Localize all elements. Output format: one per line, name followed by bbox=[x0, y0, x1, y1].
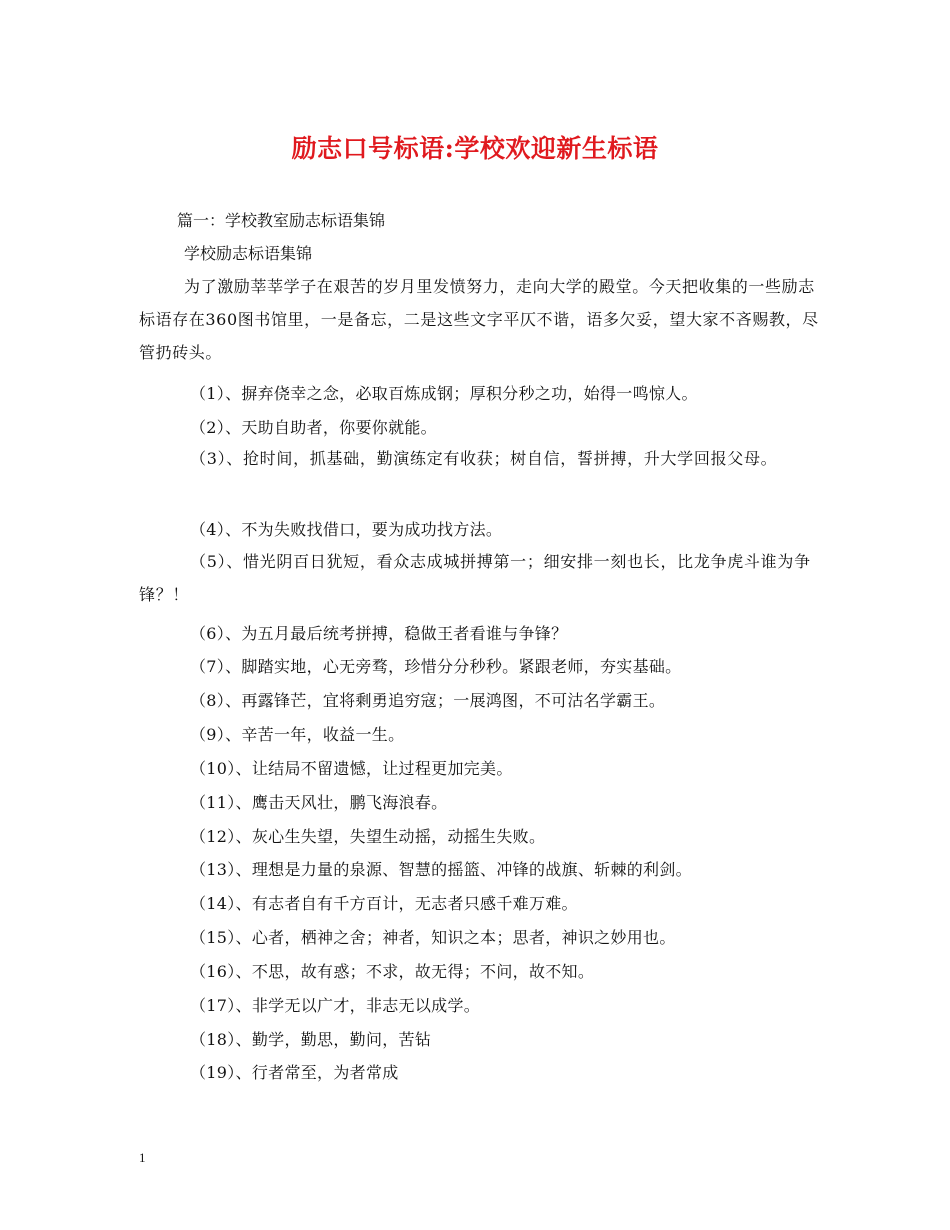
list-item: （11）、鹰击天风壮，鹏飞海浪春。 bbox=[190, 793, 448, 812]
list-item: （15）、心者，栖神之舍；神者，知识之本；思者，神识之妙用也。 bbox=[190, 928, 676, 947]
list-item: （6）、为五月最后统考拼搏，稳做王者看谁与争锋？ bbox=[190, 624, 568, 643]
list-item: （10）、让结局不留遗憾，让过程更加完美。 bbox=[190, 759, 513, 778]
section-heading: 篇一：学校教室励志标语集锦 bbox=[177, 211, 386, 230]
list-item: （19）、行者常至，为者常成 bbox=[190, 1063, 399, 1082]
list-item: （14）、有志者自有千方百计，无志者只感千难万难。 bbox=[190, 894, 578, 913]
list-item: （1）、摒弃侥幸之念，必取百炼成钢；厚积分秒之功，始得一鸣惊人。 bbox=[190, 384, 698, 403]
list-item: （5）、惜光阴百日犹短，看众志成城拼搏第一；细安排一刻也长，比龙争虎斗谁为争锋？！ bbox=[139, 552, 811, 604]
list-item: （8）、再露锋芒，宜将剩勇追穷寇；一展鸿图，不可沽名学霸王。 bbox=[190, 691, 666, 710]
list-item: （7）、脚踏实地，心无旁骛，珍惜分分秒秒。紧跟老师，夯实基础。 bbox=[190, 657, 682, 676]
list-item: （17）、非学无以广才，非志无以成学。 bbox=[190, 996, 481, 1015]
list-item: （18）、勤学，勤思，勤问，苦钻 bbox=[190, 1030, 432, 1049]
page-title: 励志口号标语:学校欢迎新生标语 bbox=[291, 134, 659, 163]
list-item: （4）、不为失败找借口，要为成功找方法。 bbox=[190, 520, 503, 539]
intro-paragraph: 为了激励莘莘学子在艰苦的岁月里发愤努力，走向大学的殿堂。今天把收集的一些励志标语存在360图书馆里，一是备忘，二是这些文字平仄不谐，语多欠妥，望大家不吝赐教，尽管扔砖头。 bbox=[139, 277, 819, 362]
page-number: 1 bbox=[139, 1150, 146, 1165]
subheading: 学校励志标语集锦 bbox=[184, 244, 313, 263]
list-item: （13）、理想是力量的泉源、智慧的摇篮、冲锋的战旗、斩棘的利剑。 bbox=[190, 860, 692, 879]
list-item: （9）、辛苦一年，收益一生。 bbox=[190, 725, 405, 744]
list-item: （2）、天助自助者，你要你就能。 bbox=[190, 418, 437, 437]
list-item: （16）、不思，故有惑；不求，故无得；不问，故不知。 bbox=[190, 962, 595, 981]
list-item: （12）、灰心生失望，失望生动摇，动摇生失败。 bbox=[190, 827, 546, 846]
list-item: （3）、抢时间，抓基础，勤演练定有收获；树自信，誓拼搏，升大学回报父母。 bbox=[190, 449, 778, 468]
